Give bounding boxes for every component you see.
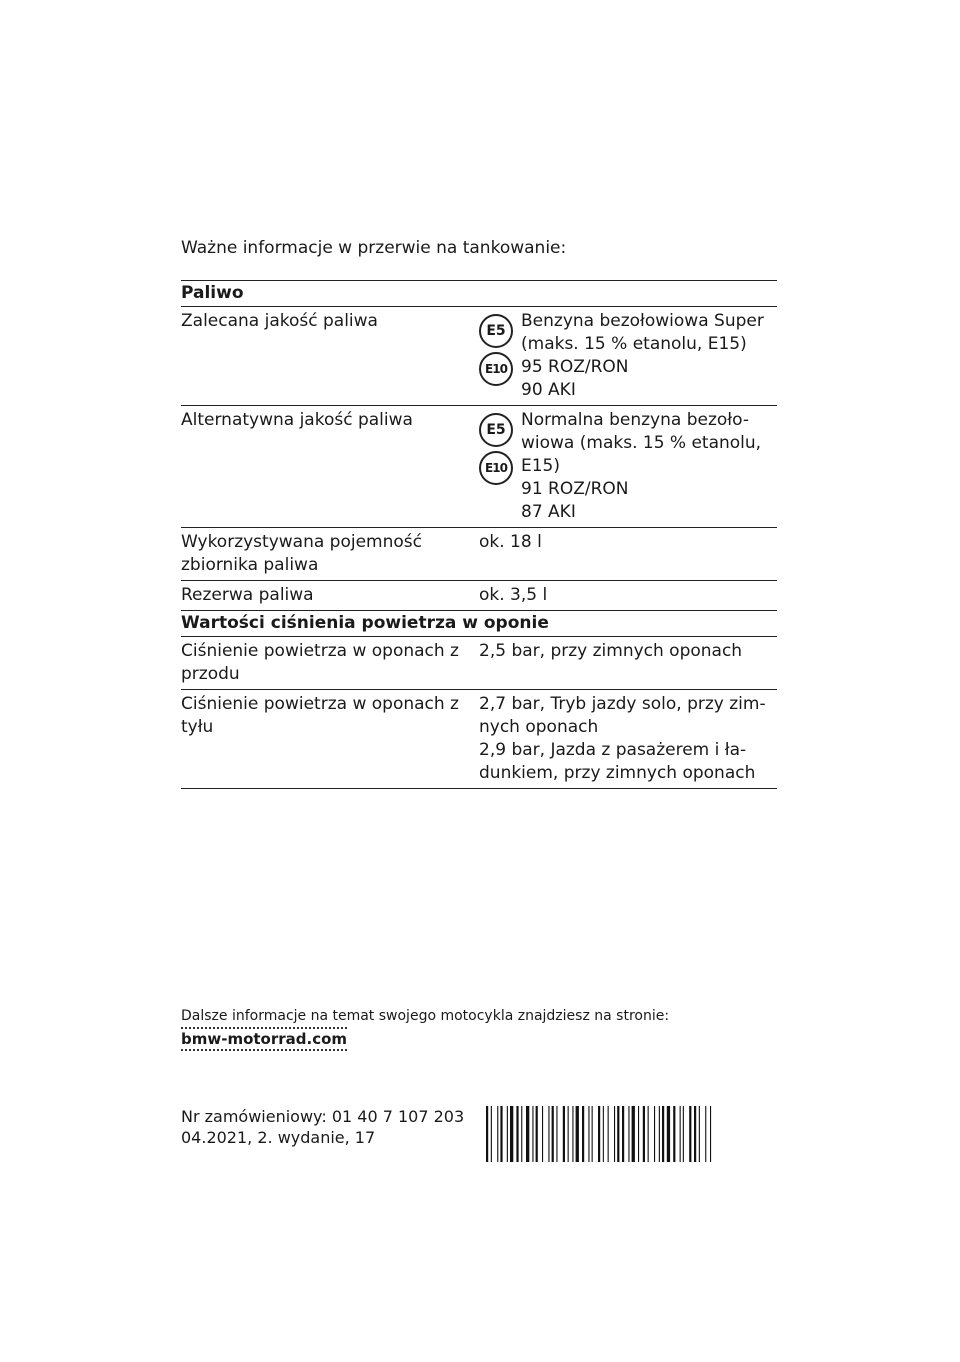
- barcode-bar: [654, 1106, 655, 1162]
- barcode-bar: [588, 1106, 589, 1162]
- footer-note: Dalsze informacje na temat swojego motocykla znajdziesz na stronie:: [181, 1008, 670, 1024]
- barcode-bar: [680, 1106, 681, 1162]
- row-value: [521, 409, 777, 524]
- e10-fuel-icon: E10: [479, 451, 513, 485]
- barcode-bar: [582, 1106, 584, 1162]
- row-value: ok. 18 l: [479, 532, 542, 552]
- section-heading-pressure: Wartości ciśnienia powietrza w oponie: [181, 610, 777, 636]
- barcode-bar: [667, 1106, 670, 1162]
- barcode-bar: [542, 1106, 543, 1162]
- info-table: [181, 280, 777, 789]
- website-link[interactable]: bmw-motorrad.com: [181, 1027, 347, 1051]
- barcode-bar: [526, 1106, 529, 1162]
- table-row: [181, 405, 777, 527]
- barcode-bar: [643, 1106, 645, 1162]
- barcode-bar: [683, 1106, 684, 1162]
- barcode-bar: [710, 1106, 711, 1162]
- barcode-bar: [521, 1106, 522, 1162]
- barcode-bar: [510, 1106, 513, 1162]
- barcode-bar: [628, 1106, 629, 1162]
- barcode-bar: [689, 1106, 691, 1162]
- row-label: Zalecana jakość paliwa: [181, 311, 378, 331]
- table-row: [181, 636, 777, 689]
- value-line: 91 ROZ/RON: [521, 479, 629, 499]
- row-label: Ciśnienie powietrza w oponach z tyłu: [181, 694, 459, 737]
- row-label: Alternatywna jakość paliwa: [181, 410, 413, 430]
- barcode-bar: [516, 1106, 518, 1162]
- barcode-bar: [552, 1106, 554, 1162]
- barcode-bar: [662, 1106, 664, 1162]
- value-line: 2,9 bar, Jazda z pasażerem i ła-dunkiem, przy zimnych oponach: [479, 740, 756, 783]
- barcode-bar: [536, 1106, 538, 1162]
- barcode-bar: [598, 1106, 600, 1162]
- barcode-bar: [622, 1106, 624, 1162]
- barcode-bar: [608, 1106, 609, 1162]
- row-label: Ciśnienie powietrza w oponach z przodu: [181, 641, 459, 684]
- barcode-bar: [563, 1106, 565, 1162]
- value-line: 2,5 bar, przy zimnych oponach: [479, 641, 743, 661]
- value-line: 2,7 bar, Tryb jazdy solo, przy zim-nych oponach: [479, 694, 766, 737]
- barcode-bar: [556, 1106, 557, 1162]
- order-info: [181, 1106, 464, 1148]
- barcode-bar: [603, 1106, 604, 1162]
- barcode-bar: [568, 1106, 569, 1162]
- barcode-bar: [572, 1106, 573, 1162]
- row-value: [521, 310, 777, 402]
- row-label: Rezerwa paliwa: [181, 585, 314, 605]
- barcode-bar: [638, 1106, 639, 1162]
- edition-info: 04.2021, 2. wydanie, 17: [181, 1128, 376, 1147]
- barcode-bar: [507, 1106, 508, 1162]
- e5-fuel-icon: E5: [479, 413, 513, 447]
- barcode-bar: [659, 1106, 660, 1162]
- row-value: [479, 693, 777, 785]
- barcode-bar: [632, 1106, 635, 1162]
- intro-text: Ważne informacje w przerwie na tankowanie:: [181, 238, 567, 258]
- barcode-bar: [617, 1106, 619, 1162]
- barcode-bar: [699, 1106, 700, 1162]
- barcode-bar: [705, 1106, 706, 1162]
- value-line: Benzyna bezołowiowa Super (maks. 15 % etanolu, E15): [521, 311, 764, 354]
- e10-fuel-icon: E10: [479, 352, 513, 386]
- barcode-bar: [614, 1106, 615, 1162]
- row-label: Wykorzystywana pojemność zbiornika paliwa: [181, 532, 422, 575]
- barcode-bar: [486, 1106, 488, 1162]
- value-line: 90 AKI: [521, 380, 576, 400]
- table-row: [181, 689, 777, 789]
- section-heading-fuel: Paliwo: [181, 280, 777, 306]
- value-line: 87 AKI: [521, 502, 576, 522]
- barcode-bar: [500, 1106, 502, 1162]
- barcode-bar: [694, 1106, 696, 1162]
- barcode: [486, 1106, 776, 1162]
- fuel-icons: [479, 310, 521, 402]
- row-value: ok. 3,5 l: [479, 585, 548, 605]
- order-number: Nr zamówieniowy: 01 40 7 107 203: [181, 1107, 465, 1126]
- fuel-icons: [479, 409, 521, 524]
- barcode-bar: [497, 1106, 498, 1162]
- e5-fuel-icon: E5: [479, 314, 513, 348]
- table-row: [181, 580, 777, 610]
- barcode-bar: [576, 1106, 579, 1162]
- barcode-bar: [648, 1106, 649, 1162]
- value-line: 95 ROZ/RON: [521, 357, 629, 377]
- table-row: [181, 527, 777, 580]
- barcode-bar: [532, 1106, 533, 1162]
- value-line: Normalna benzyna bezoło-wiowa (maks. 15 % etanolu, E15): [521, 410, 762, 476]
- barcode-bar: [548, 1106, 549, 1162]
- table-row: [181, 306, 777, 405]
- barcode-bar: [592, 1106, 593, 1162]
- row-value: [479, 640, 777, 686]
- barcode-bar: [491, 1106, 492, 1162]
- barcode-bar: [673, 1106, 675, 1162]
